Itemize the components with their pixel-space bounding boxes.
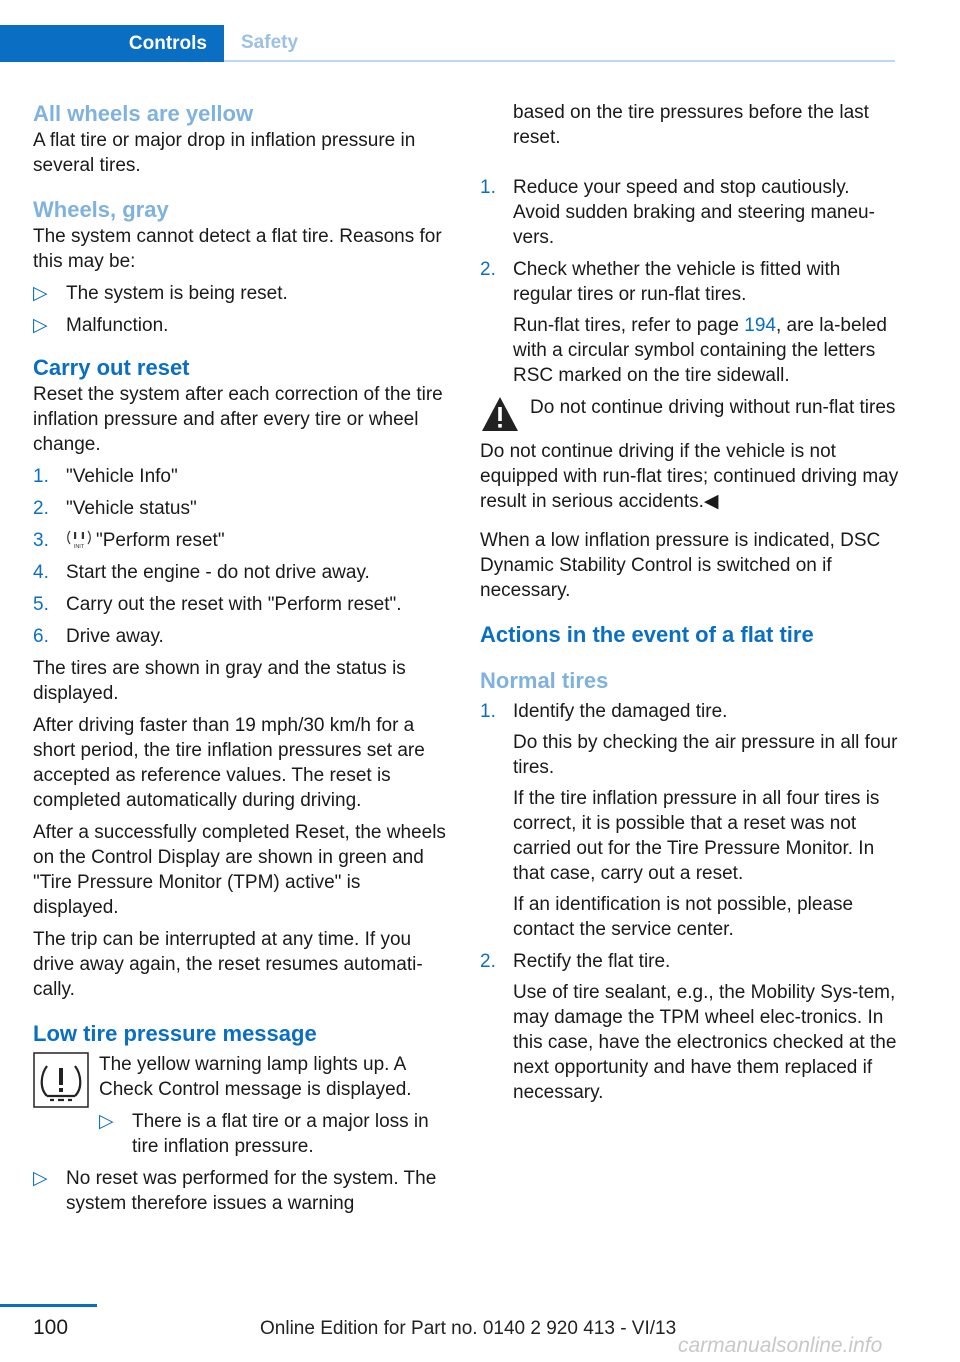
step-item: 1. Identify the damaged tire. Do this by checking the air pressure in all four tires. If the tire inflation pressure in all four tires is correct, it is possible that a reset was not carried out for the Tire Pressure Monitor. In that case, carry out a reset. If an identification is not possible, please contact the service center. [480,701,898,940]
paragraph-yellow: A flat tire or major drop in inflation pressure in several tires. [33,130,416,176]
step-item: 1. Reduce your speed and stop cautiously. Avoid sudden braking and steering maneu-vers. [480,177,875,248]
bullet-triangle-icon: ▷ [33,1168,48,1189]
right-column [480,100,900,1112]
heading-all-wheels-yellow: All wheels are yellow [33,101,254,126]
paragraph-after-1: The tires are shown in gray and the status is displayed. [33,658,406,704]
paragraph-run-flat: Run-flat tires, refer to page 194, are la-beled with a circular symbol containing the letters RSC marked on the tire sidewall. [513,315,887,386]
heading-normal-tires: Normal tires [480,668,609,693]
bullet-triangle-icon: ▷ [33,283,48,304]
step-item: 1. "Vehicle Info" [33,466,178,487]
svg-text:INIT: INIT [73,544,85,549]
paragraph-gray: The system cannot detect a flat tire. Reasons for this may be: [33,226,442,272]
step-item: 2. Rectify the flat tire. Use of tire sealant, e.g., the Mobility Sys-tem, may damage the TPM wheel elec-tronics. In this case, have the electronics checked at the next opportunity and have them replaced if necessary. [480,951,897,1103]
list-item: ▷ There is a flat tire or a major loss in tire inflation pressure. [99,1111,429,1157]
caution-text: Do not continue driving if the vehicle is not equipped with run-flat tires; continued driving may result in serious accidents.◀ [480,441,899,512]
list-item: ▷ The system is being reset. [33,283,288,304]
page-link-194[interactable]: 194 [744,315,776,336]
list-item: ▷ No reset was performed for the system. The system therefore issues a warning [33,1168,437,1214]
warning-lamp-block [33,1052,447,1166]
footer-rule [0,1304,97,1307]
tab-controls[interactable]: Controls [0,25,224,62]
continued-text: based on the tire pressures before the last reset. [513,102,869,148]
paragraph-dsc: When a low inflation pressure is indicated, DSC Dynamic Stability Control is switched on if necessary. [480,530,881,601]
caution-title: Do not continue driving without run-flat tires [530,397,896,418]
left-column [33,100,447,1223]
tire-pressure-warning-icon [33,1052,99,1166]
edition-text: Online Edition for Part no. 0140 2 920 413 - VI/13 [260,1318,677,1339]
heading-low-tire-pressure: Low tire pressure message [33,1021,317,1046]
step-item: 2. Check whether the vehicle is fitted with regular tires or run-flat tires. Run-flat tires, refer to page 194, are la-beled with a circular symbol containing the letters RSC marked on the tire sidewall. [480,257,900,388]
heading-carry-out-reset: Carry out reset [33,355,190,380]
step-item: 6. Drive away. [33,626,164,647]
paragraph-low-pressure: The yellow warning lamp lights up. A Check Control message is displayed. [99,1054,412,1100]
list-item: ▷ Malfunction. [33,315,169,336]
paragraph-after-2: After driving faster than 19 mph/30 km/h for a short period, the tire inflation pressures set are accepted as reference values. The reset is completed automatically during driving. [33,715,425,811]
init-icon [66,529,92,549]
page-number: 100 [33,1316,69,1339]
watermark: carmanualsonline.info [678,1334,883,1357]
step-item: 2. "Vehicle status" [33,498,197,519]
heading-flat-tire: Actions in the event of a flat tire [480,622,814,647]
bullet-triangle-icon: ▷ [99,1111,114,1132]
tab-safety[interactable]: Safety [224,25,895,62]
paragraph-after-3: After a successfully completed Reset, the wheels on the Control Display are shown in green and "Tire Pressure Monitor (TPM) active" is displayed. [33,822,446,918]
heading-wheels-gray: Wheels, gray [33,197,169,222]
paragraph-reset: Reset the system after each correction of the tire inflation pressure and after every tire or wheel change. [33,384,443,455]
step-item: 3. INIT "Perform reset" [33,530,225,551]
caution-triangle-icon [480,395,530,439]
bullet-triangle-icon: ▷ [33,315,48,336]
caution-block [480,395,900,439]
step-item: 4. Start the engine - do not drive away. [33,562,370,583]
chapter-tabs [0,25,895,62]
paragraph-after-4: The trip can be interrupted at any time. If you drive away again, the reset resumes automati-cally. [33,929,423,1000]
step-item: 5. Carry out the reset with "Perform reset". [33,594,402,615]
